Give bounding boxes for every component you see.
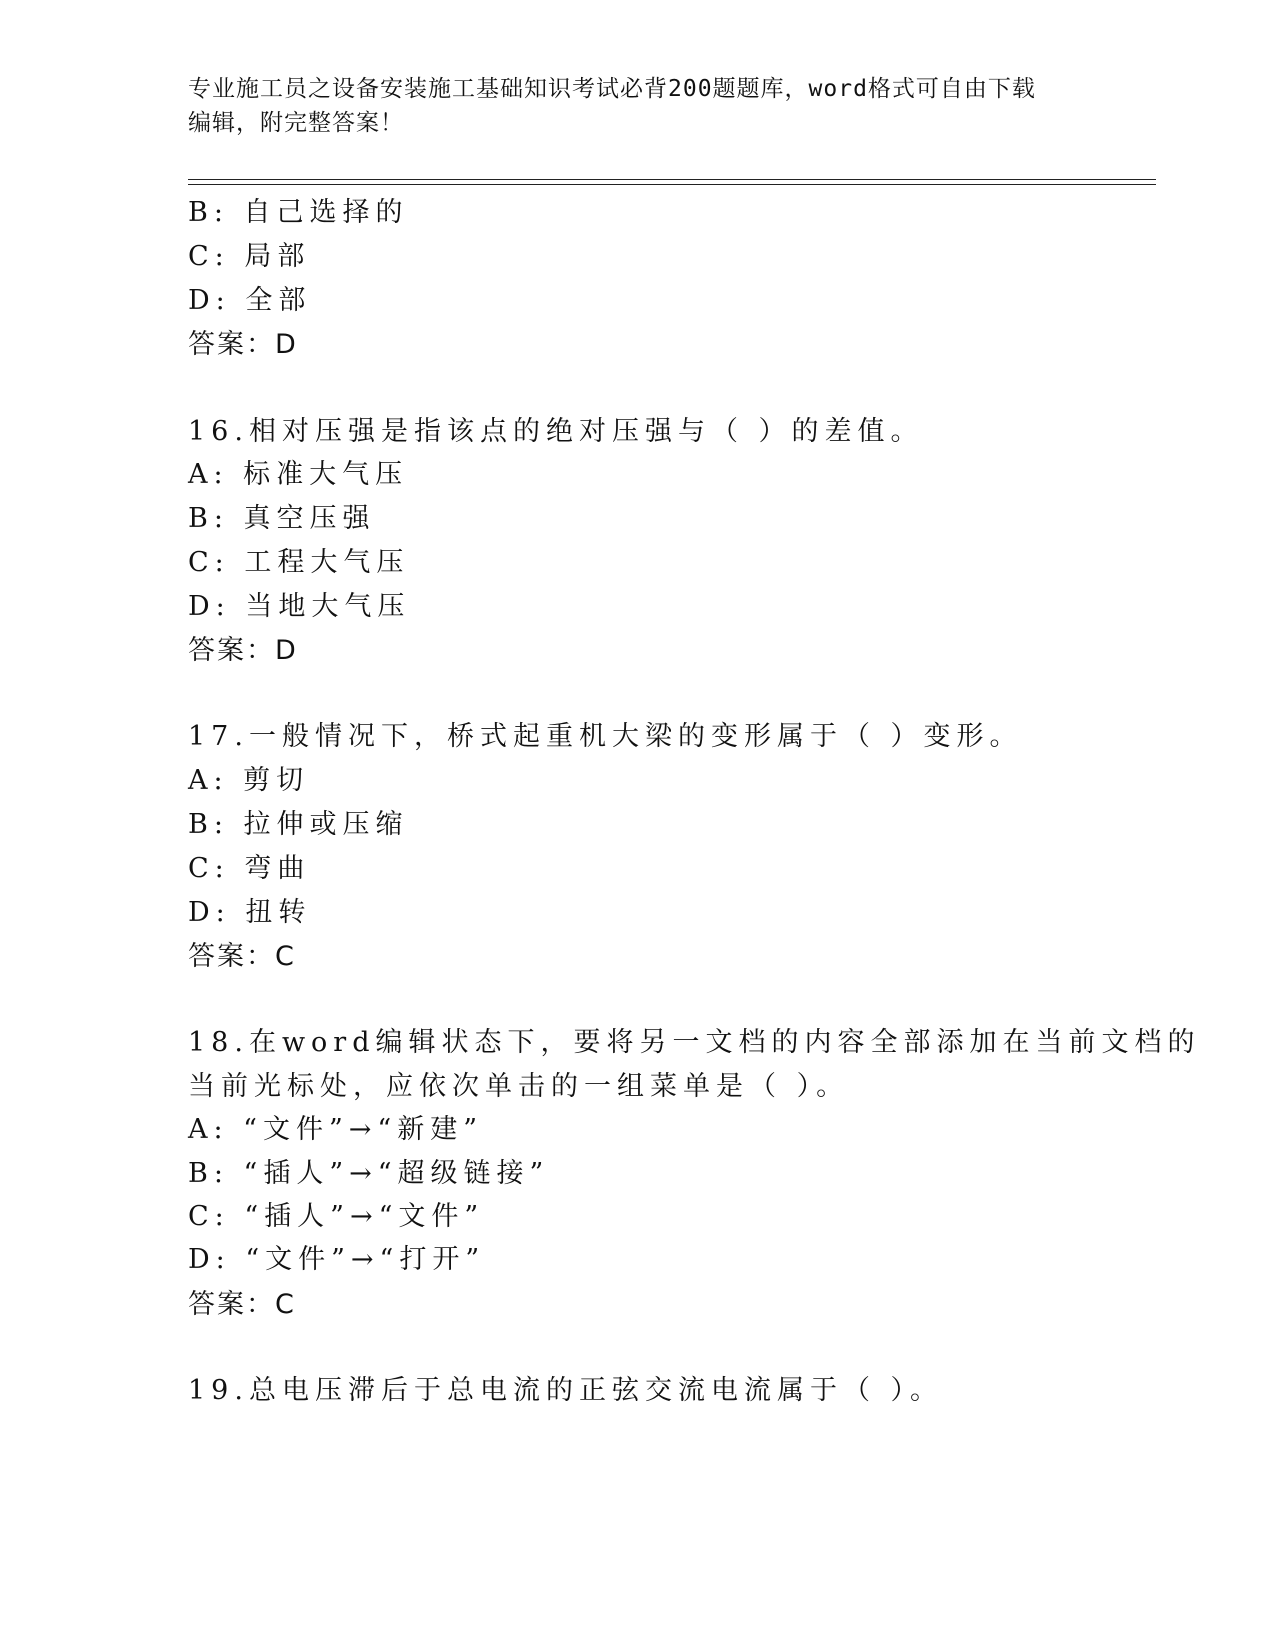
q18-option-a: A: “文件”→“新建” [188, 1114, 484, 1145]
header-title-line2: 编辑，附完整答案！ [188, 110, 404, 136]
q16-option-d: D: 当地大气压 [188, 591, 411, 622]
q18-answer: 答案：C [188, 1289, 296, 1320]
q18-question-line2: 当前光标处，应依次单击的一组菜单是（ ）。 [188, 1071, 850, 1102]
q16-answer: 答案：D [188, 635, 298, 666]
header-title-line1: 专业施工员之设备安装施工基础知识考试必背200题题库，word格式可自由下载 [188, 76, 1036, 102]
q16-option-a: A: 标准大气压 [188, 459, 409, 490]
q17-option-c: C: 弯曲 [188, 853, 311, 884]
header-divider-bottom [188, 184, 1156, 185]
prev-answer: 答案：D [188, 329, 298, 360]
q17-answer: 答案：C [188, 941, 296, 972]
prev-option-b: B: 自己选择的 [188, 197, 409, 228]
q17-option-b: B: 拉伸或压缩 [188, 809, 409, 840]
q17-option-d: D: 扭转 [188, 897, 312, 928]
prev-option-c: C: 局部 [188, 241, 311, 272]
document-header [188, 72, 1088, 140]
q18-option-b: B: “插人”→“超级链接” [188, 1158, 550, 1189]
prev-option-d: D: 全部 [188, 285, 312, 316]
header-divider-top [188, 179, 1156, 180]
q16-option-b: B: 真空压强 [188, 503, 376, 534]
q19-question: 19.总电压滞后于总电流的正弦交流电流属于（ ）。 [188, 1375, 944, 1406]
q18-option-c: C: “插人”→“文件” [188, 1201, 485, 1232]
q18-question-line1: 18.在word编辑状态下，要将另一文档的内容全部添加在当前文档的 [188, 1027, 1201, 1058]
q16-option-c: C: 工程大气压 [188, 547, 410, 578]
q18-option-d: D: “文件”→“打开” [188, 1244, 486, 1275]
q16-question: 16.相对压强是指该点的绝对压强与（ ）的差值。 [188, 416, 924, 447]
q17-option-a: A: 剪切 [188, 765, 310, 796]
q17-question: 17.一般情况下，桥式起重机大梁的变形属于（ ）变形。 [188, 721, 1023, 752]
